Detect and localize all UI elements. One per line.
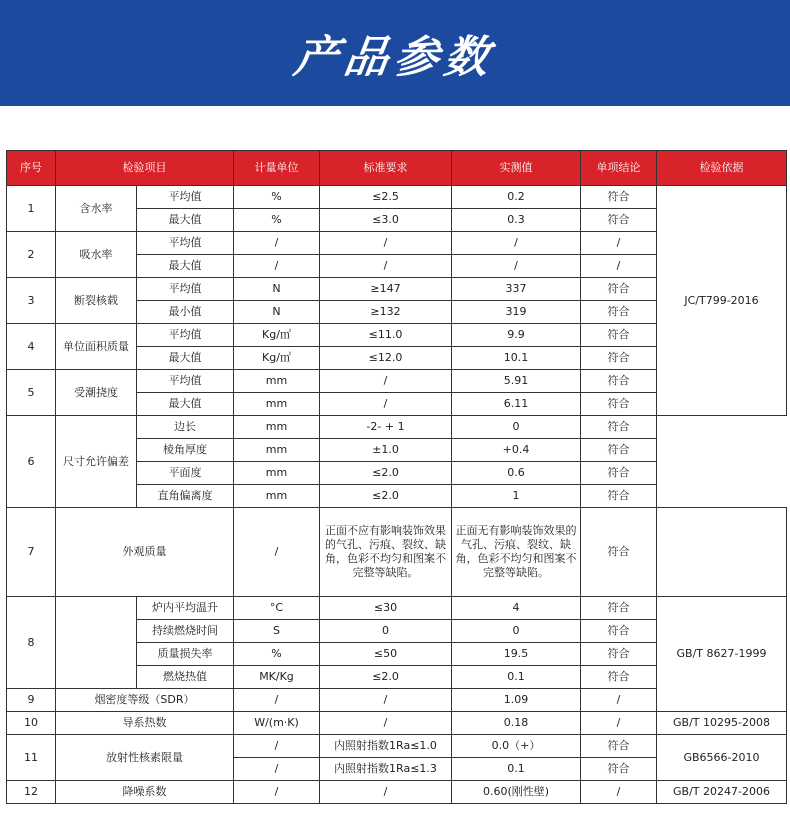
header-unit: 计量单位 <box>234 151 320 186</box>
conclusion-cell: 符合 <box>581 324 657 347</box>
requirement-cell: ≥132 <box>320 301 452 324</box>
conclusion-cell: / <box>581 712 657 735</box>
item-name: 尺寸允许偏差 <box>56 416 137 508</box>
measured-cell: 6.11 <box>452 393 581 416</box>
item-name: 放射性核素限量 <box>56 735 234 781</box>
header-conclusion: 单项结论 <box>581 151 657 186</box>
measured-cell: 337 <box>452 278 581 301</box>
conclusion-cell: / <box>581 689 657 712</box>
unit-cell: / <box>234 232 320 255</box>
conclusion-cell: 符合 <box>581 462 657 485</box>
unit-cell: mm <box>234 439 320 462</box>
requirement-cell: ≤3.0 <box>320 209 452 232</box>
conclusion-cell: 符合 <box>581 643 657 666</box>
header-item: 检验项目 <box>56 151 234 186</box>
sub-item: 燃烧热值 <box>137 666 234 689</box>
conclusion-cell: 符合 <box>581 758 657 781</box>
unit-cell: N <box>234 301 320 324</box>
unit-cell: / <box>234 735 320 758</box>
item-name: 外观质量 <box>56 508 234 597</box>
measured-cell: 10.1 <box>452 347 581 370</box>
header-measured: 实测值 <box>452 151 581 186</box>
conclusion-cell: / <box>581 781 657 804</box>
requirement-cell: / <box>320 689 452 712</box>
requirement-cell: ≤2.0 <box>320 666 452 689</box>
conclusion-cell: 符合 <box>581 735 657 758</box>
unit-cell: / <box>234 758 320 781</box>
unit-cell: mm <box>234 370 320 393</box>
unit-cell: mm <box>234 416 320 439</box>
unit-cell: % <box>234 643 320 666</box>
unit-cell: mm <box>234 485 320 508</box>
item-name: 断裂核载 <box>56 278 137 324</box>
unit-cell: % <box>234 209 320 232</box>
requirement-cell: ≤2.0 <box>320 485 452 508</box>
unit-cell: S <box>234 620 320 643</box>
measured-cell: 319 <box>452 301 581 324</box>
conclusion-cell: / <box>581 232 657 255</box>
header-row <box>7 151 787 186</box>
sub-item: 平均值 <box>137 186 234 209</box>
sub-item: 质量损失率 <box>137 643 234 666</box>
sub-item: 持续燃烧时间 <box>137 620 234 643</box>
unit-cell: mm <box>234 462 320 485</box>
unit-cell: / <box>234 689 320 712</box>
sub-item: 平面度 <box>137 462 234 485</box>
table-row <box>7 416 787 439</box>
measured-cell: 0.1 <box>452 666 581 689</box>
sub-item: 最大值 <box>137 209 234 232</box>
sub-item: 平均值 <box>137 324 234 347</box>
row-number: 8 <box>7 597 56 689</box>
row-number: 9 <box>7 689 56 712</box>
conclusion-cell: 符合 <box>581 508 657 597</box>
conclusion-cell: 符合 <box>581 347 657 370</box>
sub-item: 棱角厚度 <box>137 439 234 462</box>
requirement-cell: 正面不应有影响装饰效果的气孔、污痕、裂纹、缺角，色彩不均匀和图案不完整等缺陷。 <box>320 508 452 597</box>
conclusion-cell: 符合 <box>581 209 657 232</box>
row-number: 10 <box>7 712 56 735</box>
measured-cell: 9.9 <box>452 324 581 347</box>
requirement-cell: ±1.0 <box>320 439 452 462</box>
requirement-cell: ≤2.0 <box>320 462 452 485</box>
requirement-cell: 0 <box>320 620 452 643</box>
measured-cell: 0.6 <box>452 462 581 485</box>
item-name: 单位面积质量 <box>56 324 137 370</box>
unit-cell: / <box>234 508 320 597</box>
requirement-cell: / <box>320 232 452 255</box>
requirement-cell: 内照射指数1Ra≤1.3 <box>320 758 452 781</box>
requirement-cell: ≤30 <box>320 597 452 620</box>
table-row <box>7 597 787 620</box>
conclusion-cell: 符合 <box>581 597 657 620</box>
requirement-cell: ≤2.5 <box>320 186 452 209</box>
sub-item: 边长 <box>137 416 234 439</box>
basis-cell: GB6566-2010 <box>657 735 787 781</box>
measured-cell: 1.09 <box>452 689 581 712</box>
measured-cell: / <box>452 255 581 278</box>
measured-cell: 5.91 <box>452 370 581 393</box>
sub-item: 最大值 <box>137 393 234 416</box>
sub-item: 平均值 <box>137 278 234 301</box>
sub-item: 最大值 <box>137 255 234 278</box>
header-requirement: 标准要求 <box>320 151 452 186</box>
unit-cell: W/(m·K) <box>234 712 320 735</box>
requirement-cell: ≤12.0 <box>320 347 452 370</box>
sub-item: 平均值 <box>137 370 234 393</box>
conclusion-cell: 符合 <box>581 439 657 462</box>
conclusion-cell: 符合 <box>581 416 657 439</box>
row-number: 6 <box>7 416 56 508</box>
requirement-cell: ≤11.0 <box>320 324 452 347</box>
requirement-cell: / <box>320 255 452 278</box>
measured-cell: 0.60(刚性壁) <box>452 781 581 804</box>
sub-item: 直角偏离度 <box>137 485 234 508</box>
sub-item: 最大值 <box>137 347 234 370</box>
basis-cell <box>657 508 787 597</box>
measured-cell: / <box>452 232 581 255</box>
conclusion-cell: 符合 <box>581 278 657 301</box>
page-title: 产品参数 <box>290 32 498 83</box>
measured-cell: 0 <box>452 620 581 643</box>
measured-cell: 0 <box>452 416 581 439</box>
measured-cell: +0.4 <box>452 439 581 462</box>
measured-cell: 正面无有影响装饰效果的气孔、污痕、裂纹、缺角，色彩不均匀和图案不完整等缺陷。 <box>452 508 581 597</box>
sub-item: 炉内平均温升 <box>137 597 234 620</box>
measured-cell: 1 <box>452 485 581 508</box>
requirement-cell: / <box>320 370 452 393</box>
table-row <box>7 186 787 209</box>
spec-table <box>6 150 787 804</box>
item-name: 导系热数 <box>56 712 234 735</box>
requirement-cell: ≤50 <box>320 643 452 666</box>
basis-cell: GB/T 8627-1999 <box>657 597 787 712</box>
item-name <box>56 597 137 689</box>
requirement-cell: -2- + 1 <box>320 416 452 439</box>
conclusion-cell: 符合 <box>581 485 657 508</box>
table-row <box>7 735 787 758</box>
conclusion-cell: 符合 <box>581 666 657 689</box>
table-row <box>7 712 787 735</box>
requirement-cell: / <box>320 393 452 416</box>
item-name: 烟密度等级（SDR） <box>56 689 234 712</box>
header-basis: 检验依据 <box>657 151 787 186</box>
conclusion-cell: 符合 <box>581 370 657 393</box>
basis-cell: GB/T 20247-2006 <box>657 781 787 804</box>
row-number: 5 <box>7 370 56 416</box>
basis-cell: GB/T 10295-2008 <box>657 712 787 735</box>
unit-cell: °C <box>234 597 320 620</box>
sub-item: 平均值 <box>137 232 234 255</box>
measured-cell: 4 <box>452 597 581 620</box>
measured-cell: 0.3 <box>452 209 581 232</box>
row-number: 7 <box>7 508 56 597</box>
conclusion-cell: / <box>581 255 657 278</box>
unit-cell: N <box>234 278 320 301</box>
table-row <box>7 781 787 804</box>
unit-cell: Kg/㎡ <box>234 347 320 370</box>
conclusion-cell: 符合 <box>581 393 657 416</box>
unit-cell: mm <box>234 393 320 416</box>
row-number: 2 <box>7 232 56 278</box>
unit-cell: / <box>234 781 320 804</box>
item-name: 受潮挠度 <box>56 370 137 416</box>
conclusion-cell: 符合 <box>581 186 657 209</box>
title-banner <box>0 0 790 106</box>
basis-cell: JC/T799-2016 <box>657 186 787 416</box>
sub-item: 最小值 <box>137 301 234 324</box>
measured-cell: 0.18 <box>452 712 581 735</box>
measured-cell: 0.2 <box>452 186 581 209</box>
requirement-cell: ≥147 <box>320 278 452 301</box>
row-number: 1 <box>7 186 56 232</box>
requirement-cell: 内照射指数1Ra≤1.0 <box>320 735 452 758</box>
row-number: 4 <box>7 324 56 370</box>
unit-cell: MK/Kg <box>234 666 320 689</box>
table-row <box>7 508 787 597</box>
item-name: 含水率 <box>56 186 137 232</box>
measured-cell: 0.0（+） <box>452 735 581 758</box>
item-name: 降噪系数 <box>56 781 234 804</box>
conclusion-cell: 符合 <box>581 301 657 324</box>
requirement-cell: / <box>320 781 452 804</box>
header-no: 序号 <box>7 151 56 186</box>
row-number: 3 <box>7 278 56 324</box>
row-number: 12 <box>7 781 56 804</box>
unit-cell: Kg/㎡ <box>234 324 320 347</box>
item-name: 吸水率 <box>56 232 137 278</box>
measured-cell: 0.1 <box>452 758 581 781</box>
row-number: 11 <box>7 735 56 781</box>
measured-cell: 19.5 <box>452 643 581 666</box>
unit-cell: / <box>234 255 320 278</box>
requirement-cell: / <box>320 712 452 735</box>
unit-cell: % <box>234 186 320 209</box>
conclusion-cell: 符合 <box>581 620 657 643</box>
